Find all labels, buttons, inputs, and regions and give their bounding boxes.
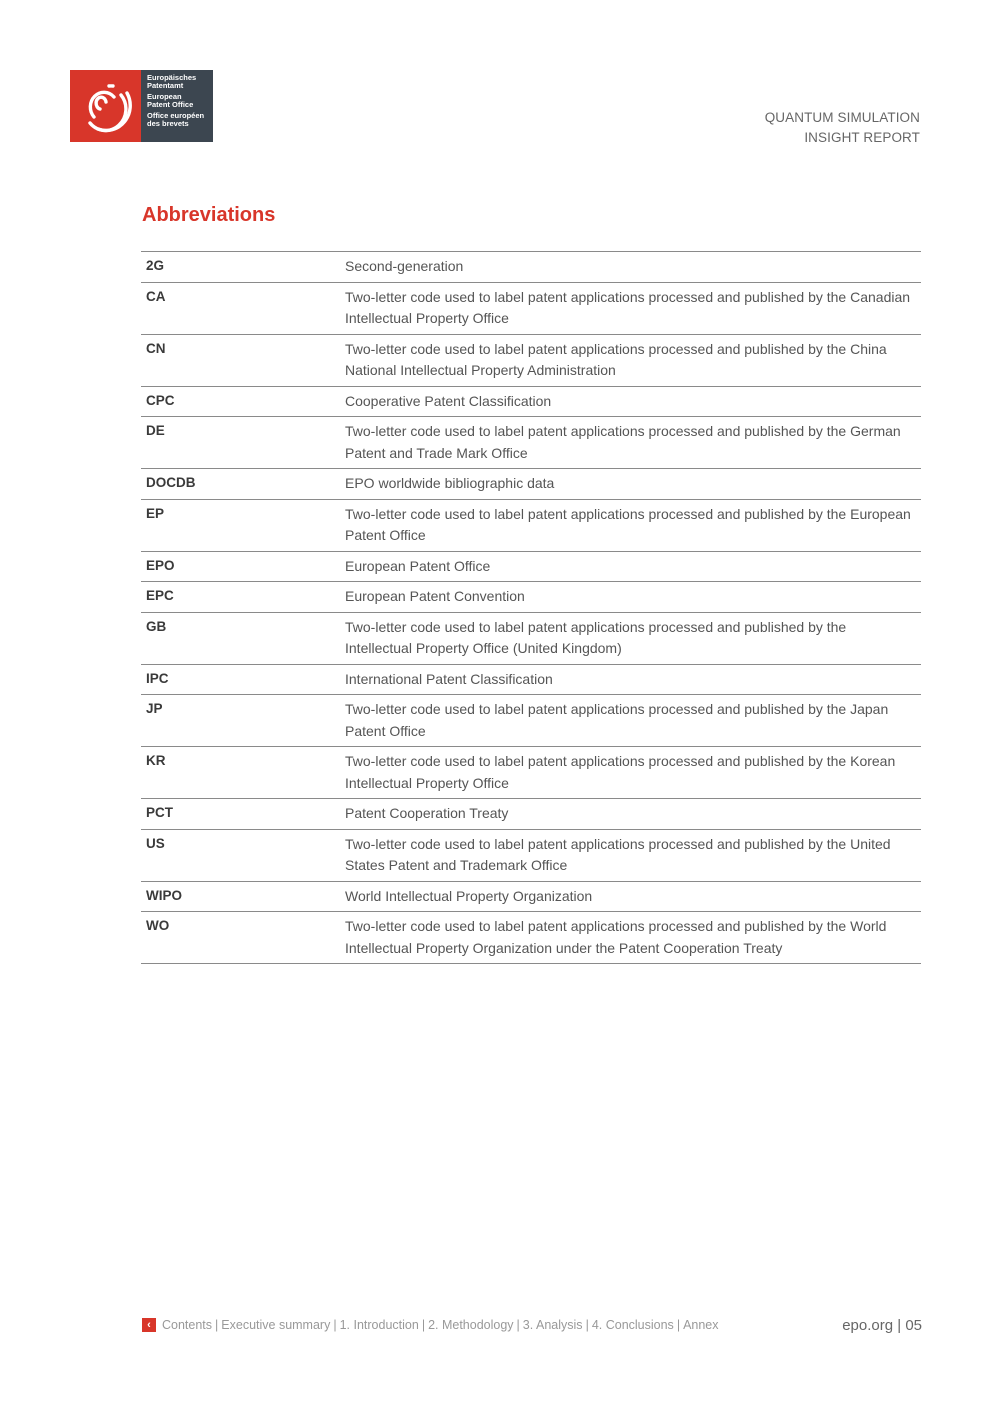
table-row xyxy=(141,829,921,881)
chevron-left-icon[interactable]: ‹ xyxy=(142,1318,156,1332)
abbreviation-description: Patent Cooperation Treaty xyxy=(345,805,509,821)
abbreviation-description: European Patent Convention xyxy=(345,588,525,604)
abbreviation-code: WIPO xyxy=(146,887,182,903)
logo-line: European xyxy=(147,92,182,102)
table-row xyxy=(141,469,921,500)
table-row xyxy=(141,582,921,613)
abbreviation-description: Cooperative Patent Classification xyxy=(345,392,552,409)
logo-line: Europäisches xyxy=(147,73,197,82)
abbreviation-code: CN xyxy=(146,340,166,356)
abbreviation-code: EP xyxy=(146,505,165,521)
table-row xyxy=(141,499,921,551)
epo-logo xyxy=(70,70,213,142)
table-row xyxy=(141,695,921,747)
nav-separator: | xyxy=(516,1318,520,1332)
abbreviation-description: Two-letter code used to label patent applications processed and published by the World Intellectual Property Organization under the Patent Cooperation Treaty xyxy=(345,918,887,956)
abbreviation-description: Two-letter code used to label patent applications processed and published by the European Patent Office xyxy=(345,505,911,543)
abbreviation-description: Second-generation xyxy=(345,258,464,274)
abbreviation-code: IPC xyxy=(146,670,169,686)
abbreviation-code: WO xyxy=(146,918,170,933)
abbreviation-description: Two-letter code used to label patent applications processed and published by the Canadian Intellectual Property Office xyxy=(345,288,911,326)
table-row xyxy=(141,799,921,830)
abbreviation-description: International Patent Classification xyxy=(345,670,553,687)
section-heading: Abbreviations xyxy=(142,204,276,226)
footer-nav-link[interactable]: 1. Introduction xyxy=(339,1318,419,1332)
abbreviation-description: Two-letter code used to label patent applications processed and published by the German Patent and Trade Mark Office xyxy=(345,423,901,461)
footer-nav-link[interactable]: 2. Methodology xyxy=(428,1318,514,1332)
abbreviation-code: 2G xyxy=(146,258,165,273)
table-row xyxy=(141,417,921,469)
footer-nav-links xyxy=(162,1318,719,1332)
nav-separator: | xyxy=(215,1318,219,1332)
report-title xyxy=(765,108,920,148)
nav-separator: | xyxy=(333,1318,337,1332)
abbreviation-code: JP xyxy=(146,701,163,716)
table-row xyxy=(141,912,921,964)
abbreviation-description: Two-letter code used to label patent applications processed and published by the Intellectual Property Office (United Kingdom) xyxy=(345,618,847,656)
epo-swirl-icon xyxy=(80,77,132,135)
page-separator: | xyxy=(897,1317,902,1334)
nav-separator: | xyxy=(421,1318,426,1332)
table-row xyxy=(141,664,921,695)
abbreviation-code: EPO xyxy=(146,557,175,573)
logo-line: Patentamt xyxy=(147,80,184,90)
abbreviation-code: DE xyxy=(146,423,165,438)
abbreviation-description: Two-letter code used to label patent applications processed and published by the Japan Patent Office xyxy=(345,701,889,739)
epo-logo-text xyxy=(141,70,213,142)
table-row xyxy=(141,551,921,582)
site-link[interactable]: epo.org xyxy=(842,1317,894,1334)
abbreviation-description: Two-letter code used to label patent applications processed and published by the United States Patent and Trademark Office xyxy=(345,835,891,873)
table-row xyxy=(141,334,921,386)
page-number-value: 05 xyxy=(905,1317,922,1334)
abbreviation-code: DOCDB xyxy=(146,475,196,490)
logo-line: Patent Office xyxy=(147,99,194,109)
abbreviations-table-body xyxy=(141,252,921,964)
footer-nav-link[interactable]: 4. Conclusions xyxy=(591,1318,674,1332)
abbreviation-code: EPC xyxy=(146,588,174,603)
table-row xyxy=(141,282,921,334)
table-row xyxy=(141,881,921,912)
abbreviation-code: GB xyxy=(146,618,167,634)
table-row xyxy=(141,747,921,799)
footer-nav-link[interactable]: Contents xyxy=(162,1318,213,1332)
footer-nav-link[interactable]: Annex xyxy=(683,1318,719,1332)
table-row xyxy=(141,252,921,283)
abbreviation-description: European Patent Office xyxy=(345,557,491,574)
epo-logo-mark xyxy=(70,70,141,142)
logo-line: Office européen xyxy=(147,111,205,121)
abbreviation-code: CPC xyxy=(146,392,175,408)
abbreviation-description: EPO worldwide bibliographic data xyxy=(345,475,555,491)
table-row xyxy=(141,386,921,417)
footer-navigation xyxy=(142,1318,719,1332)
abbreviation-code: CA xyxy=(146,288,166,304)
abbreviation-description: World Intellectual Property Organization xyxy=(345,887,593,904)
nav-separator: | xyxy=(676,1318,681,1332)
report-title-line2: INSIGHT REPORT xyxy=(804,130,920,145)
abbreviation-description: Two-letter code used to label patent applications processed and published by the Korean Intellectual Property Office xyxy=(345,753,896,791)
footer-nav-link[interactable]: 3. Analysis xyxy=(522,1318,583,1332)
abbreviation-description: Two-letter code used to label patent applications processed and published by the China National Intellectual Property Administration xyxy=(345,340,887,378)
table-row xyxy=(141,612,921,664)
abbreviation-code: PCT xyxy=(146,805,173,820)
abbreviation-code: US xyxy=(146,835,165,851)
nav-separator: | xyxy=(585,1318,589,1332)
abbreviations-table xyxy=(141,251,921,964)
footer-nav-link[interactable]: Executive summary xyxy=(221,1318,331,1332)
logo-line: des brevets xyxy=(147,118,189,128)
page-number xyxy=(842,1317,922,1334)
abbreviation-code: KR xyxy=(146,753,166,768)
report-title-line1: QUANTUM SIMULATION xyxy=(764,110,920,125)
